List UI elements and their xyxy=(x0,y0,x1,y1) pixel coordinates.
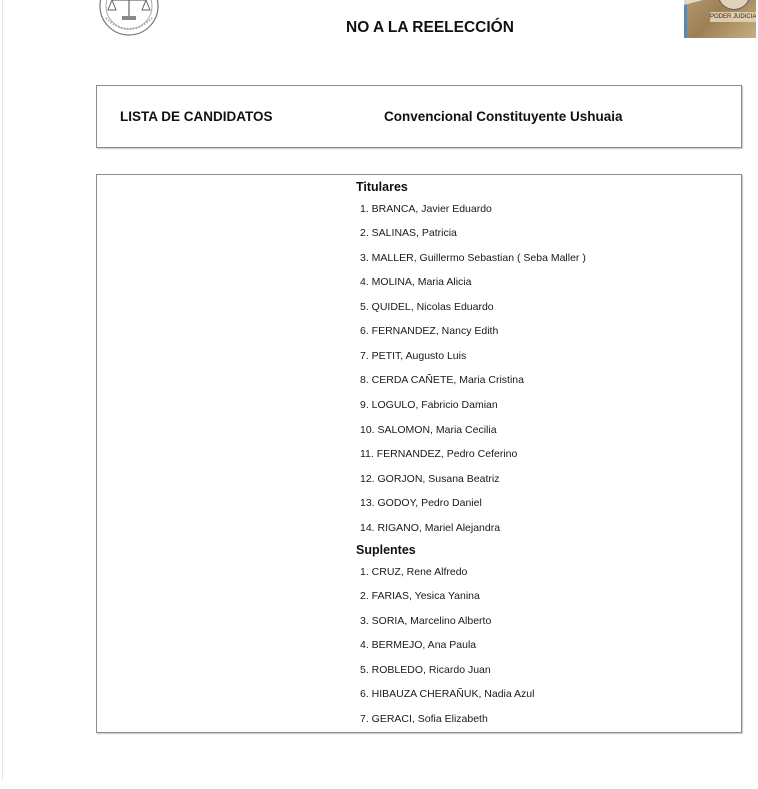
suplente-item: 3. SORIA, Marcelino Alberto xyxy=(360,615,492,627)
titular-item: 7. PETIT, Augusto Luis xyxy=(360,350,467,362)
titular-item: 3. MALLER, Guillermo Sebastian ( Seba Maller ) xyxy=(360,252,586,264)
titulares-heading: Titulares xyxy=(356,180,408,194)
suplente-item: 6. HIBAUZA CHERAÑUK, Nadia Azul xyxy=(360,688,535,700)
suplente-item: 5. ROBLEDO, Ricardo Juan xyxy=(360,664,491,676)
suplente-item: 1. CRUZ, Rene Alfredo xyxy=(360,566,468,578)
photo-box-label: PODER JUDICIA xyxy=(710,14,756,20)
titular-item: 12. GORJON, Susana Beatriz xyxy=(360,473,500,485)
titular-item: 5. QUIDEL, Nicolas Eduardo xyxy=(360,301,494,313)
titular-item: 2. SALINAS, Patricia xyxy=(360,227,457,239)
suplente-item: 4. BERMEJO, Ana Paula xyxy=(360,639,477,651)
titular-item: 14. RIGANO, Mariel Alejandra xyxy=(360,522,501,534)
titular-item: 6. FERNANDEZ, Nancy Edith xyxy=(360,325,499,337)
list-label: LISTA DE CANDIDATOS xyxy=(120,109,273,124)
photo-stamp-icon xyxy=(718,0,750,10)
suplentes-heading: Suplentes xyxy=(356,543,416,557)
list-position: Convencional Constituyente Ushuaia xyxy=(384,109,623,124)
candidates-box xyxy=(96,174,742,733)
titular-item: 10. SALOMON, Maria Cecilia xyxy=(360,424,497,436)
photo-edge xyxy=(684,0,687,38)
page-left-rule xyxy=(2,0,3,780)
titular-item: 1. BRANCA, Javier Eduardo xyxy=(360,203,492,215)
suplente-item: 2. FARIAS, Yesica Yanina xyxy=(360,590,480,602)
titular-item: 4. MOLINA, Maria Alicia xyxy=(360,276,472,288)
suplente-item: 7. GERACI, Sofia Elizabeth xyxy=(360,713,488,725)
ballot-box-photo xyxy=(684,0,756,38)
titular-item: 13. GODOY, Pedro Daniel xyxy=(360,497,482,509)
seal-icon xyxy=(98,0,160,38)
titular-item: 9. LOGULO, Fabricio Damian xyxy=(360,399,498,411)
list-header-box xyxy=(96,85,742,148)
photo-tag xyxy=(684,0,705,6)
titular-item: 8. CERDA CAÑETE, Maria Cristina xyxy=(360,374,524,386)
page-title: NO A LA REELECCIÓN xyxy=(346,19,514,36)
titular-item: 11. FERNANDEZ, Pedro Ceferino xyxy=(360,448,518,460)
